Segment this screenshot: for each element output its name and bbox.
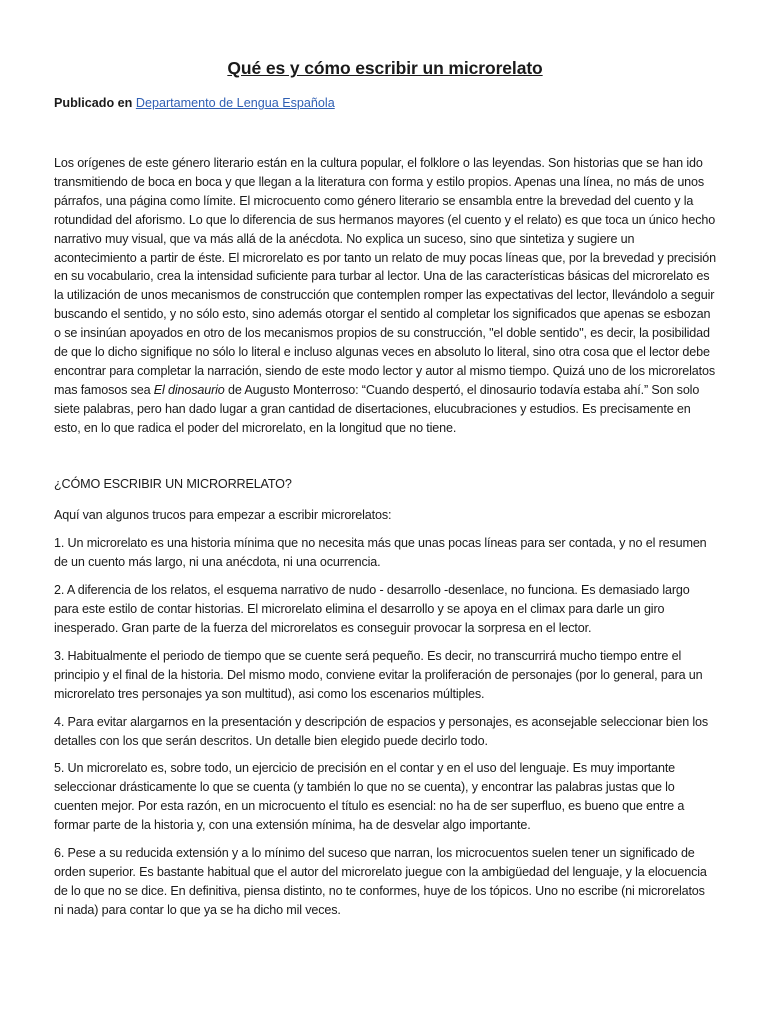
section-heading: ¿CÓMO ESCRIBIR UN MICRORRELATO? bbox=[54, 476, 292, 491]
list-item: 6. Pese a su reducida extensión y a lo mínimo del suceso que narran, los microcuentos suelen tener un significado de orden superior. Es bastante habitual que el autor del microrelato juegue con la ambigüedad del lenguaje, y la elocuencia de lo que no se dice. En definitiva, piensa distinto, no te conformes, huye de los tópicos. Uno no escribe (ni microrelatos ni nada) para contar lo que ya se ha dicho mil veces. bbox=[54, 846, 707, 917]
list-item: 4. Para evitar alargarnos en la presentación y descripción de espacios y personajes, es aconsejable seleccionar bien los detalles con los que serán descritos. Un detalle bien elegido puede decirlo todo. bbox=[54, 714, 709, 748]
list-item: 2. A diferencia de los relatos, el esquema narrativo de nudo - desarrollo -desenlace, no funciona. Es demasiado largo para este estilo de contar historias. El microrelato elimina el desarrollo y se apoya en el climax para darle un giro inesperado. Gran parte de la fuerza del microrelatos es conseguir provocar la sorpresa en el lector. bbox=[54, 583, 690, 636]
list-item: 1. Un microrelato es una historia mínima que no necesita más que unas pocas líneas para ser contada, y no el resumen de un cuento más largo, ni una anécdota, ni una ocurrencia. bbox=[54, 536, 707, 570]
published-line bbox=[54, 94, 716, 112]
list-item: 5. Un microrelato es, sobre todo, un ejercicio de precisión en el contar y en el uso del lenguaje. Es muy importante seleccionar drásticamente lo que se cuenta (y también lo que no se cuenta), y encontrar las palabras justas que lo cuenten mejor. Por esta razón, en un microcuento el título es esencial: no ha de ser superfluo, es bueno que entre a formar parte de la historia y, con una extensión mínima, ha de desvelar algo importante. bbox=[54, 761, 685, 833]
page-title: Qué es y cómo escribir un microrelato bbox=[227, 58, 543, 78]
section-lead: Aquí van algunos trucos para empezar a escribir microrelatos: bbox=[54, 507, 392, 522]
intro-text-end: de Augusto Monterroso: “Cuando despertó, el dinosaurio todavía estaba ahí.” Son solo siete palabras, pero han dado lugar a gran cantidad de disertaciones, elucubraciones y estudios. Es precisamente en esto, en lo que radica el poder del microrelato, en la longitud que no tiene. bbox=[54, 382, 700, 435]
intro-text-start: Los orígenes de este género literario están en la cultura popular, el folklore o las leyendas. Son historias que se han ido transmitiendo de boca en boca y que llegan a la literatura con forma y estilo propios. Apenas una línea, no más de unos párrafos, una página como límite. El microcuento como género literario se ensambla entre la brevedad del cuento y la rotundidad del aforismo. Lo que lo diferencia de sus hermanos mayores (el cuento y el relato) es que toca un único hecho narrativo muy visual, que va más allá de la anécdota. No explica un suceso, sino que sintetiza y sugiere un acontecimiento a partir de éste. El microrelato es por tanto un relato de muy pocas líneas que, por la brevedad y precisión en su vocabulario, crea la intensidad suficiente para turbar al lector. Una de las características básicas del microrelato es la utilización de unos mecanismos de construcción que contemplen romper las expectativas del lector, llevándolo a seguir buscando el sentido, y no sólo esto, sino además otorgar el sentido al completar los significados que apenas se esbozan o se insinúan apoyados en otro de los mecanismos propios de su construcción, "el doble sentido", es decir, la posibilidad de que lo dicho signifique no sólo lo literal e incluso algunas veces en absoluto lo literal, sino otra cosa que el lector debe encontrar para completar la narración, siendo de este modo lector y autor al mismo tiempo. Quizá uno de los microrelatos mas famosos sea bbox=[54, 156, 716, 397]
intro-paragraph bbox=[54, 154, 716, 438]
department-link[interactable]: Departamento de Lengua Española bbox=[135, 96, 335, 110]
document-page bbox=[54, 56, 716, 929]
published-prefix: Publicado en bbox=[54, 96, 133, 110]
intro-italic-title: El dinosaurio bbox=[153, 382, 225, 397]
list-item: 3. Habitualmente el periodo de tiempo que se cuente será pequeño. Es decir, no transcurrirá mucho tiempo entre el principio y el final de la historia. Del mismo modo, conviene evitar la proliferación de personajes (por lo general, para un microrelato tres personajes ya son multitud), asi como los escenarios múltiples. bbox=[54, 648, 703, 701]
